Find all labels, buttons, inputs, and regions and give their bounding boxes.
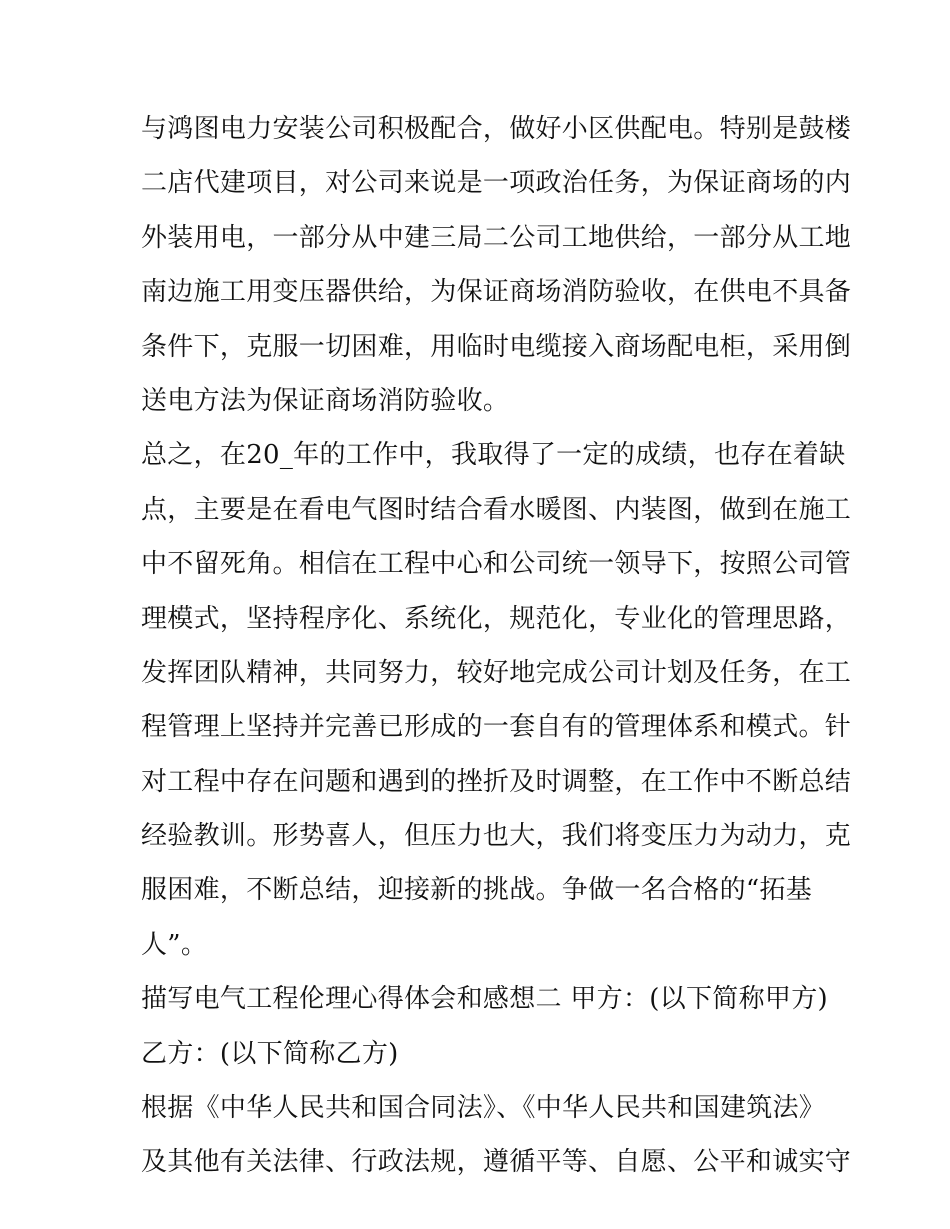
text-line: 送电方法为保证商场消防验收。 <box>141 385 510 416</box>
text-line: 与鸿图电力安装公司积极配合，做好小区供配电。特别是鼓楼 <box>141 114 852 144</box>
text-line: 二店代建项目，对公司来说是一项政治任务，为保证商场的内 <box>141 168 852 199</box>
text-line: 条件下，克服一切困难，用临时电缆接入商场配电柜，采用倒 <box>141 331 852 362</box>
text-line: 南边施工用变压器供给，为保证商场消防验收，在供电不具备 <box>141 277 852 308</box>
text-line: 理模式，坚持程序化、系统化，规范化，专业化的管理思路， <box>141 603 852 634</box>
text-line: 程管理上坚持并完善已形成的一套自有的管理体系和模式。针 <box>141 712 852 743</box>
text-line: 对工程中存在问题和遇到的挫折及时调整，在工作中不断总结 <box>141 766 852 797</box>
text-line: 服困难，不断总结，迎接新的挑战。争做一名合格的“拓基 <box>141 875 813 906</box>
text-line: 及其他有关法律、行政法规，遵循平等、自愿、公平和诚实守 <box>141 1147 852 1178</box>
text-line: 人”。 <box>141 929 208 960</box>
text-line: 根据《中华人民共和国合同法》、《中华人民共和国建筑法》 <box>141 1093 826 1124</box>
text-line: 点，主要是在看电气图时结合看水暖图、内装图，做到在施工 <box>141 494 852 525</box>
text-line: 总之，在20_年的工作中，我取得了一定的成绩，也存在着缺 <box>141 440 846 471</box>
text-line: 经验教训。形势喜人，但压力也大，我们将变压力为动力，克 <box>141 821 852 852</box>
text-line: 外装用电，一部分从中建三局二公司工地供给，一部分从工地 <box>141 222 852 253</box>
document-body <box>141 102 852 1190</box>
text-line: 发挥团队精神，共同努力，较好地完成公司计划及任务，在工 <box>141 657 852 688</box>
text-line: 中不留死角。相信在工程中心和公司统一领导下，按照公司管 <box>141 549 852 580</box>
text-line: 乙方：(以下简称乙方) <box>141 1038 399 1069</box>
section-heading-line: 描写电气工程伦理心得体会和感想二 甲方：(以下简称甲方) <box>141 984 828 1015</box>
